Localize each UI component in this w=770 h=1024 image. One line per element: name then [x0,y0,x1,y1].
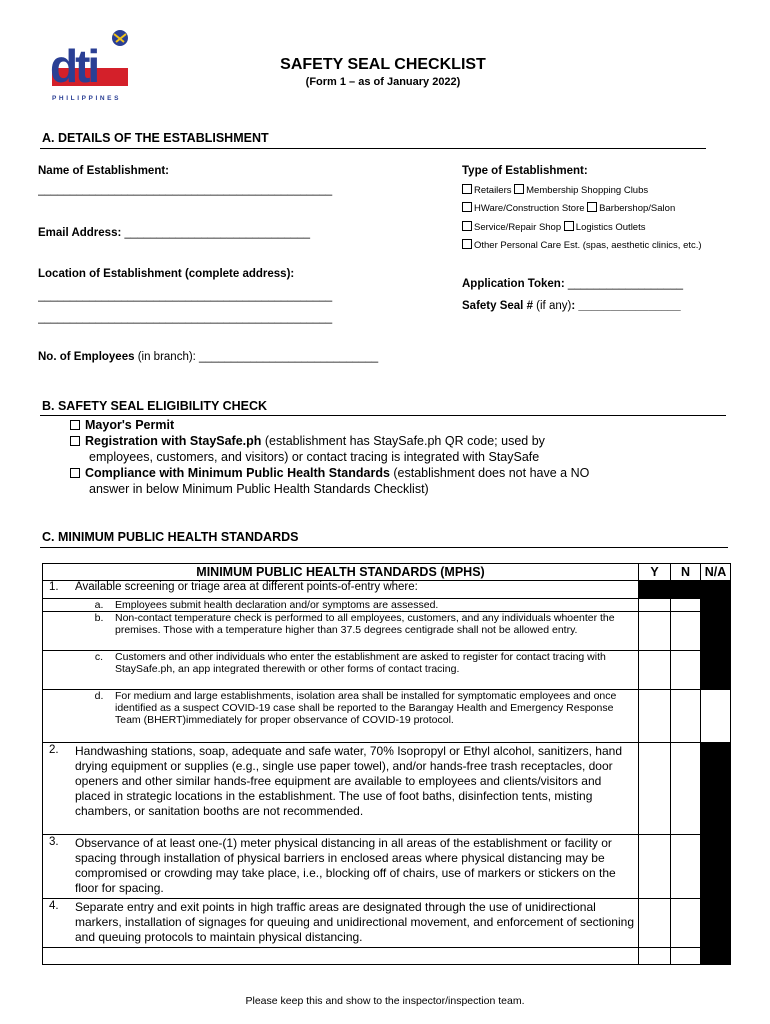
location-label: Location of Establishment (complete address): [38,268,295,280]
eligibility-item-label: Compliance with Minimum Public Health Standards [85,466,390,480]
col-header-na: N/A [701,564,731,581]
type-option-row-1 [462,184,648,196]
cell-disabled [701,899,731,948]
col-header-n: N [671,564,701,581]
token-label: Application Token: [462,278,565,290]
checkbox[interactable] [462,221,472,231]
item-text: Separate entry and exit points in high traffic areas are designated through the use of unidirectional markers, installation of signages for queuing and unidirectional movement, and enforcement of sectioning and queuing protocols to maintain physical distancing. [75,900,634,944]
mphs-item-4 [43,899,639,948]
mphs-item-1 [43,581,639,599]
checkbox[interactable] [70,420,80,430]
email-label: Email Address: [38,227,122,239]
mphs-table [42,563,731,965]
table-row [43,581,731,599]
eligibility-item-mphs [70,465,710,481]
employees-paren: (in branch) [137,351,193,363]
type-option-logistics: Logistics Outlets [575,222,646,233]
eligibility-item-label: Mayor's Permit [85,418,175,432]
item-number: d. [94,690,104,702]
token-row [462,278,683,290]
cell-n[interactable] [671,612,701,651]
mphs-blank-row [43,948,639,965]
cell-disabled [701,743,731,835]
checkbox[interactable] [564,221,574,231]
cell-disabled [701,581,731,599]
section-c-heading: C. MINIMUM PUBLIC HEALTH STANDARDS [42,530,299,544]
item-text: Handwashing stations, soap, adequate and safe water, 70% Isopropyl or Ethyl alcohol, sanitizers, hand drying equipment or supplies (e.g., single use paper towel), and/or hands-free trash receptacles, door openers and other similar hands-free equipment are available to employees and clients/visitors and placed in strategic locations in the establishment. The use of foot baths, disinfection tents, misting chambers, or sanitation booths are not recommended. [75,744,623,818]
col-header-y: Y [639,564,671,581]
table-row [43,651,731,690]
table-row [43,612,731,651]
type-option-row-4 [462,239,702,251]
checkbox[interactable] [514,184,524,194]
mphs-item-1c [43,651,639,690]
cell-disabled [701,612,731,651]
cell-n[interactable] [671,599,701,612]
employees-row [38,351,378,363]
footer-note: Please keep this and show to the inspector/inspection team. [245,995,525,1007]
item-text: Observance of at least one-(1) meter physical distancing in all areas of the establishment or facility or spacing through installation of physical barriers in enclosed areas where physical distancing may be compromised or crowding may take place, i.e., blocking off of chairs, use of markers or stickers on the floor for spacing. [75,836,616,895]
employees-field[interactable]: : ____________________________ [192,351,379,363]
cell-y[interactable] [639,612,671,651]
cell-disabled [671,581,701,599]
employees-label: No. of Employees [38,351,135,363]
checkbox[interactable] [587,202,597,212]
cell-disabled [639,581,671,599]
checkbox[interactable] [462,239,472,249]
item-text: Employees submit health declaration and/or symptoms are assessed. [115,599,439,611]
seal-paren: (if any) [536,300,572,312]
section-a-heading: A. DETAILS OF THE ESTABLISHMENT [42,131,269,145]
cell-n[interactable] [671,899,701,948]
section-b-heading: B. SAFETY SEAL ELIGIBILITY CHECK [42,399,268,413]
item-number: 3. [49,836,59,848]
col-header-mphs: MINIMUM PUBLIC HEALTH STANDARDS (MPHS) [43,564,639,581]
eligibility-item-detail: (establishment has StaySafe.ph QR code; used by [261,434,545,448]
table-row [43,690,731,743]
cell-y[interactable] [639,743,671,835]
checkbox[interactable] [462,184,472,194]
cell-y[interactable] [639,948,671,965]
svg-text:PHILIPPINES: PHILIPPINES [52,95,122,102]
seal-field[interactable]: : ________________ [571,300,681,312]
cell-n[interactable] [671,835,701,899]
cell-na[interactable] [701,690,731,743]
type-label: Type of Establishment: [462,165,588,177]
cell-y[interactable] [639,899,671,948]
item-text: For medium and large establishments, isolation area shall be installed for symptomatic employees and once identified as a suspect COVID-19 case shall be reported to the Barangay Health and Emergency Response Team (BHERT)immediately for proper observance of COVID-19 protocol. [115,690,617,726]
eligibility-list [70,417,710,497]
token-field[interactable]: __________________ [567,278,683,290]
item-number: c. [94,651,104,663]
table-row [43,835,731,899]
cell-disabled [701,835,731,899]
email-field[interactable]: _____________________________ [124,227,310,239]
eligibility-item-staysafe [70,433,710,449]
eligibility-item-mayors-permit [70,417,710,433]
type-option-row-3 [462,221,645,233]
location-field-1[interactable]: ______________________________________________ [38,290,333,302]
type-option-barbershop: Barbershop/Salon [599,203,676,214]
cell-y[interactable] [639,835,671,899]
form-subtitle: (Form 1 – as of January 2022) [305,76,461,88]
item-number: a. [94,599,104,611]
table-row [43,948,731,965]
mphs-item-1a [43,599,639,612]
location-field-2[interactable]: ______________________________________________ [38,312,333,324]
eligibility-item-detail-cont: answer in below Minimum Public Health Standards Checklist) [89,482,429,496]
cell-disabled [701,651,731,690]
eligibility-item-detail: (establishment does not have a NO [389,466,590,480]
item-text: Non-contact temperature check is performed to all employees, customers, and any individuals whoenter the premises. Those with a temperature higher than 37.5 degrees centigrade shall not be allowed entry. [115,612,615,636]
svg-text:dti: dti [50,40,98,92]
section-a-rule [40,148,706,149]
cell-y[interactable] [639,690,671,743]
checkbox[interactable] [70,436,80,446]
name-field[interactable]: ______________________________________________ [38,184,333,196]
table-row [43,599,731,612]
table-row [43,743,731,835]
mphs-item-3 [43,835,639,899]
checkbox[interactable] [462,202,472,212]
type-option-row-2 [462,202,675,214]
type-option-service: Service/Repair Shop [474,222,562,233]
mphs-item-1d [43,690,639,743]
mphs-item-1b [43,612,639,651]
cell-n[interactable] [671,651,701,690]
table-row [43,899,731,948]
type-option-other: Other Personal Care Est. (spas, aesthetic clinics, etc.) [474,240,702,251]
cell-disabled [701,599,731,612]
mphs-item-2 [43,743,639,835]
item-number: 1. [49,581,59,593]
cell-y[interactable] [639,599,671,612]
item-number: 4. [49,900,59,912]
type-option-hware: HWare/Construction Store [474,203,585,214]
item-number: b. [94,612,104,624]
seal-label: Safety Seal # [462,300,533,312]
cell-n[interactable] [671,948,701,965]
section-b-rule [40,415,726,416]
cell-y[interactable] [639,651,671,690]
item-number: 2. [49,744,59,756]
type-option-membership: Membership Shopping Clubs [526,185,649,196]
section-c-rule [40,547,728,548]
item-text: Available screening or triage area at different points-of-entry where: [75,581,418,593]
email-row [38,227,310,239]
cell-disabled [701,948,731,965]
table-header-row [43,564,731,581]
seal-row [462,300,681,312]
checkbox[interactable] [70,468,80,478]
cell-n[interactable] [671,743,701,835]
cell-n[interactable] [671,690,701,743]
item-text: Customers and other individuals who enter the establishment are asked to register for contact tracing with StaySafe.ph, an app integrated therewith or other forms of contact tracing. [115,651,606,675]
type-option-retailers: Retailers [474,185,512,196]
form-title-block [0,56,770,88]
eligibility-item-label: Registration with StaySafe.ph [85,434,262,448]
form-title: SAFETY SEAL CHECKLIST [280,56,486,73]
name-label: Name of Establishment: [38,165,169,177]
eligibility-item-detail-cont: employees, customers, and visitors) or contact tracing is integrated with StaySafe [89,450,540,464]
